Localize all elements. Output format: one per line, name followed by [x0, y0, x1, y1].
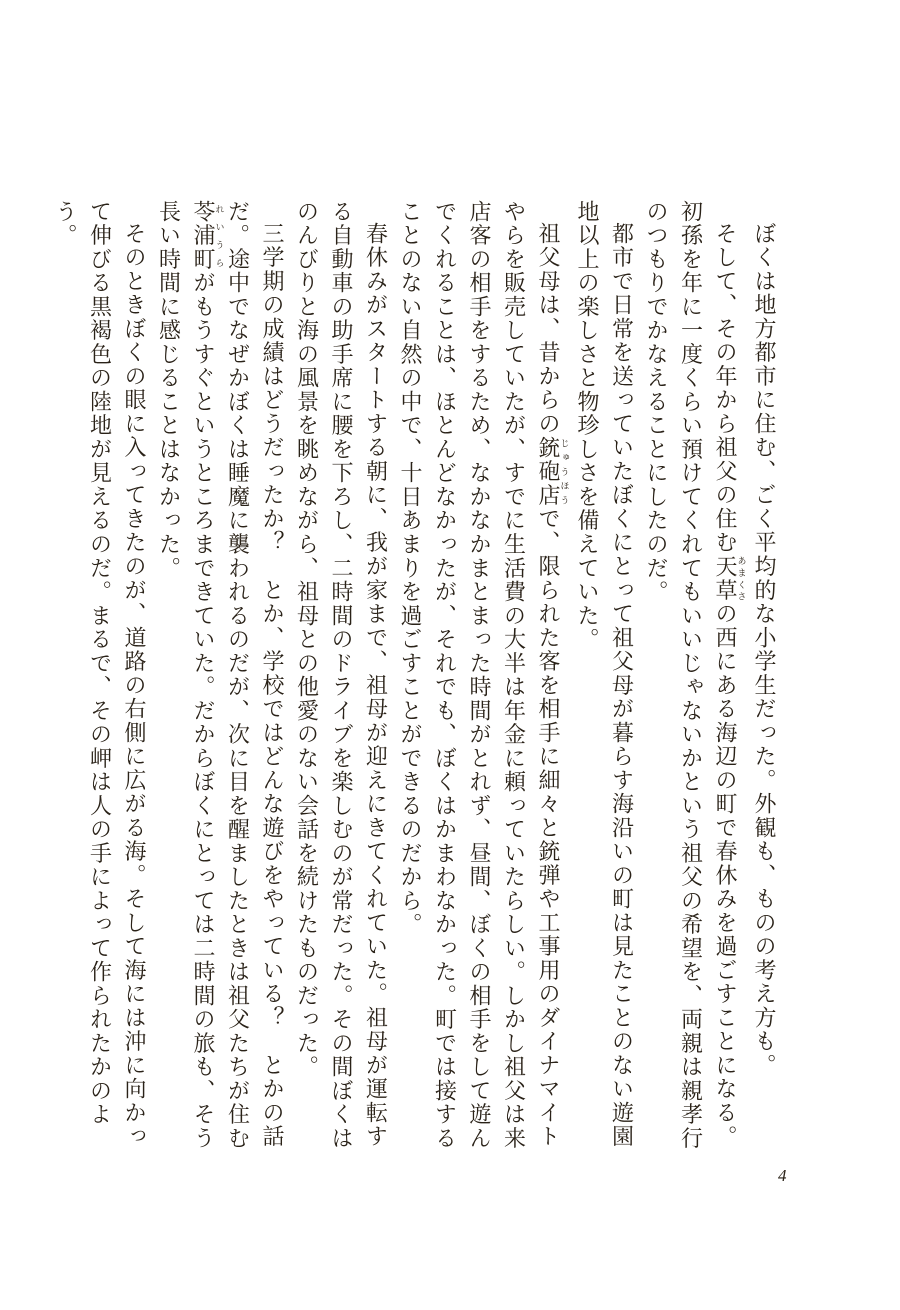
- ruby-base: 天草: [712, 554, 737, 603]
- paragraph: [638, 200, 746, 1160]
- text-run: 都市で日常を送っていたぼくにとって祖父母が暮らす海沿いの町は見たことのない遊園地以上の楽しさと物珍しさを備えていた。: [574, 200, 634, 1149]
- ruby-reading: あまくさ: [735, 554, 746, 603]
- paragraph: [746, 200, 781, 1160]
- paragraph: [392, 200, 569, 1160]
- ruby-reading: れいうら: [213, 200, 224, 272]
- body-text: [47, 200, 781, 1160]
- paragraph: [47, 200, 151, 1160]
- text-run: がもうすぐというところまできていた。だからぼくにとっては二時間の旅も、そう長い時間に感じることはなかった。: [155, 200, 215, 1151]
- ruby-annotation: [190, 200, 224, 272]
- text-run: 祖父母は、昔からの: [535, 222, 560, 436]
- paragraph: [150, 200, 288, 1160]
- text-run: そして、その年から祖父の住む: [712, 222, 737, 555]
- ruby-annotation: [535, 435, 569, 508]
- text-run: 春休みがスタートする朝に、我が家まで、祖母が迎えにきてくれていた。祖母が運転する自動車の助手席に腰を下ろし、二時間のドライブを楽しむのが常だった。その間ぼくはのんびりと海の風景を眺めながら、祖母との他愛のない会話を続けたものだった。: [293, 200, 388, 1151]
- ruby-annotation: [712, 554, 746, 603]
- text-run: そのときぼくの眼に入ってきたのが、道路の右側に広がる海。そして海には沖に向かって伸びる黒褐色の陸地が見えるのだ。まるで、その岬は人の手によって作られたかのよう。: [52, 200, 146, 1149]
- text-run: の西にある海辺の町で春休みを過ごすことになる。初孫を年に一度くらい預けてくれてもいいじゃないかという祖父の希望を、両親は親孝行のつもりでかなえることにしたのだ。: [643, 200, 737, 1151]
- paragraph: [569, 200, 638, 1160]
- text-run: ぼくは地方都市に住む、ごく平均的な小学生だった。外観も、ものの考え方も。: [751, 222, 776, 1078]
- text-run: で、限られた客を相手に細々と銃弾や工事用のダイナマイトやらを販売していたが、すでに生活費の大半は年金に頼っていたらしい。しかし祖父は来店客の相手をするため、なかなかまとまった時間がとれず、昼間、ぼくの相手をして遊んでくれることは、ほとんどなかったが、それでも、ぼくはかまわなかった。町では接することのない自然の中で、十日あまりを過ごすことができるのだから。: [397, 200, 560, 1151]
- ruby-reading: じゅうほう: [558, 435, 569, 508]
- paragraph: [288, 200, 392, 1160]
- ruby-base: 苓浦町: [190, 200, 215, 272]
- ruby-base: 銃砲店: [535, 435, 560, 508]
- page-number: 4: [778, 1166, 787, 1185]
- text-run: 三学期の成績はどうだったか？ とか、学校ではどんな遊びをやっている？ とかの話だ。途中でなぜかぼくは睡魔に襲われるのだが、次に目を醒ましたときは祖父たちが住む: [224, 200, 284, 1151]
